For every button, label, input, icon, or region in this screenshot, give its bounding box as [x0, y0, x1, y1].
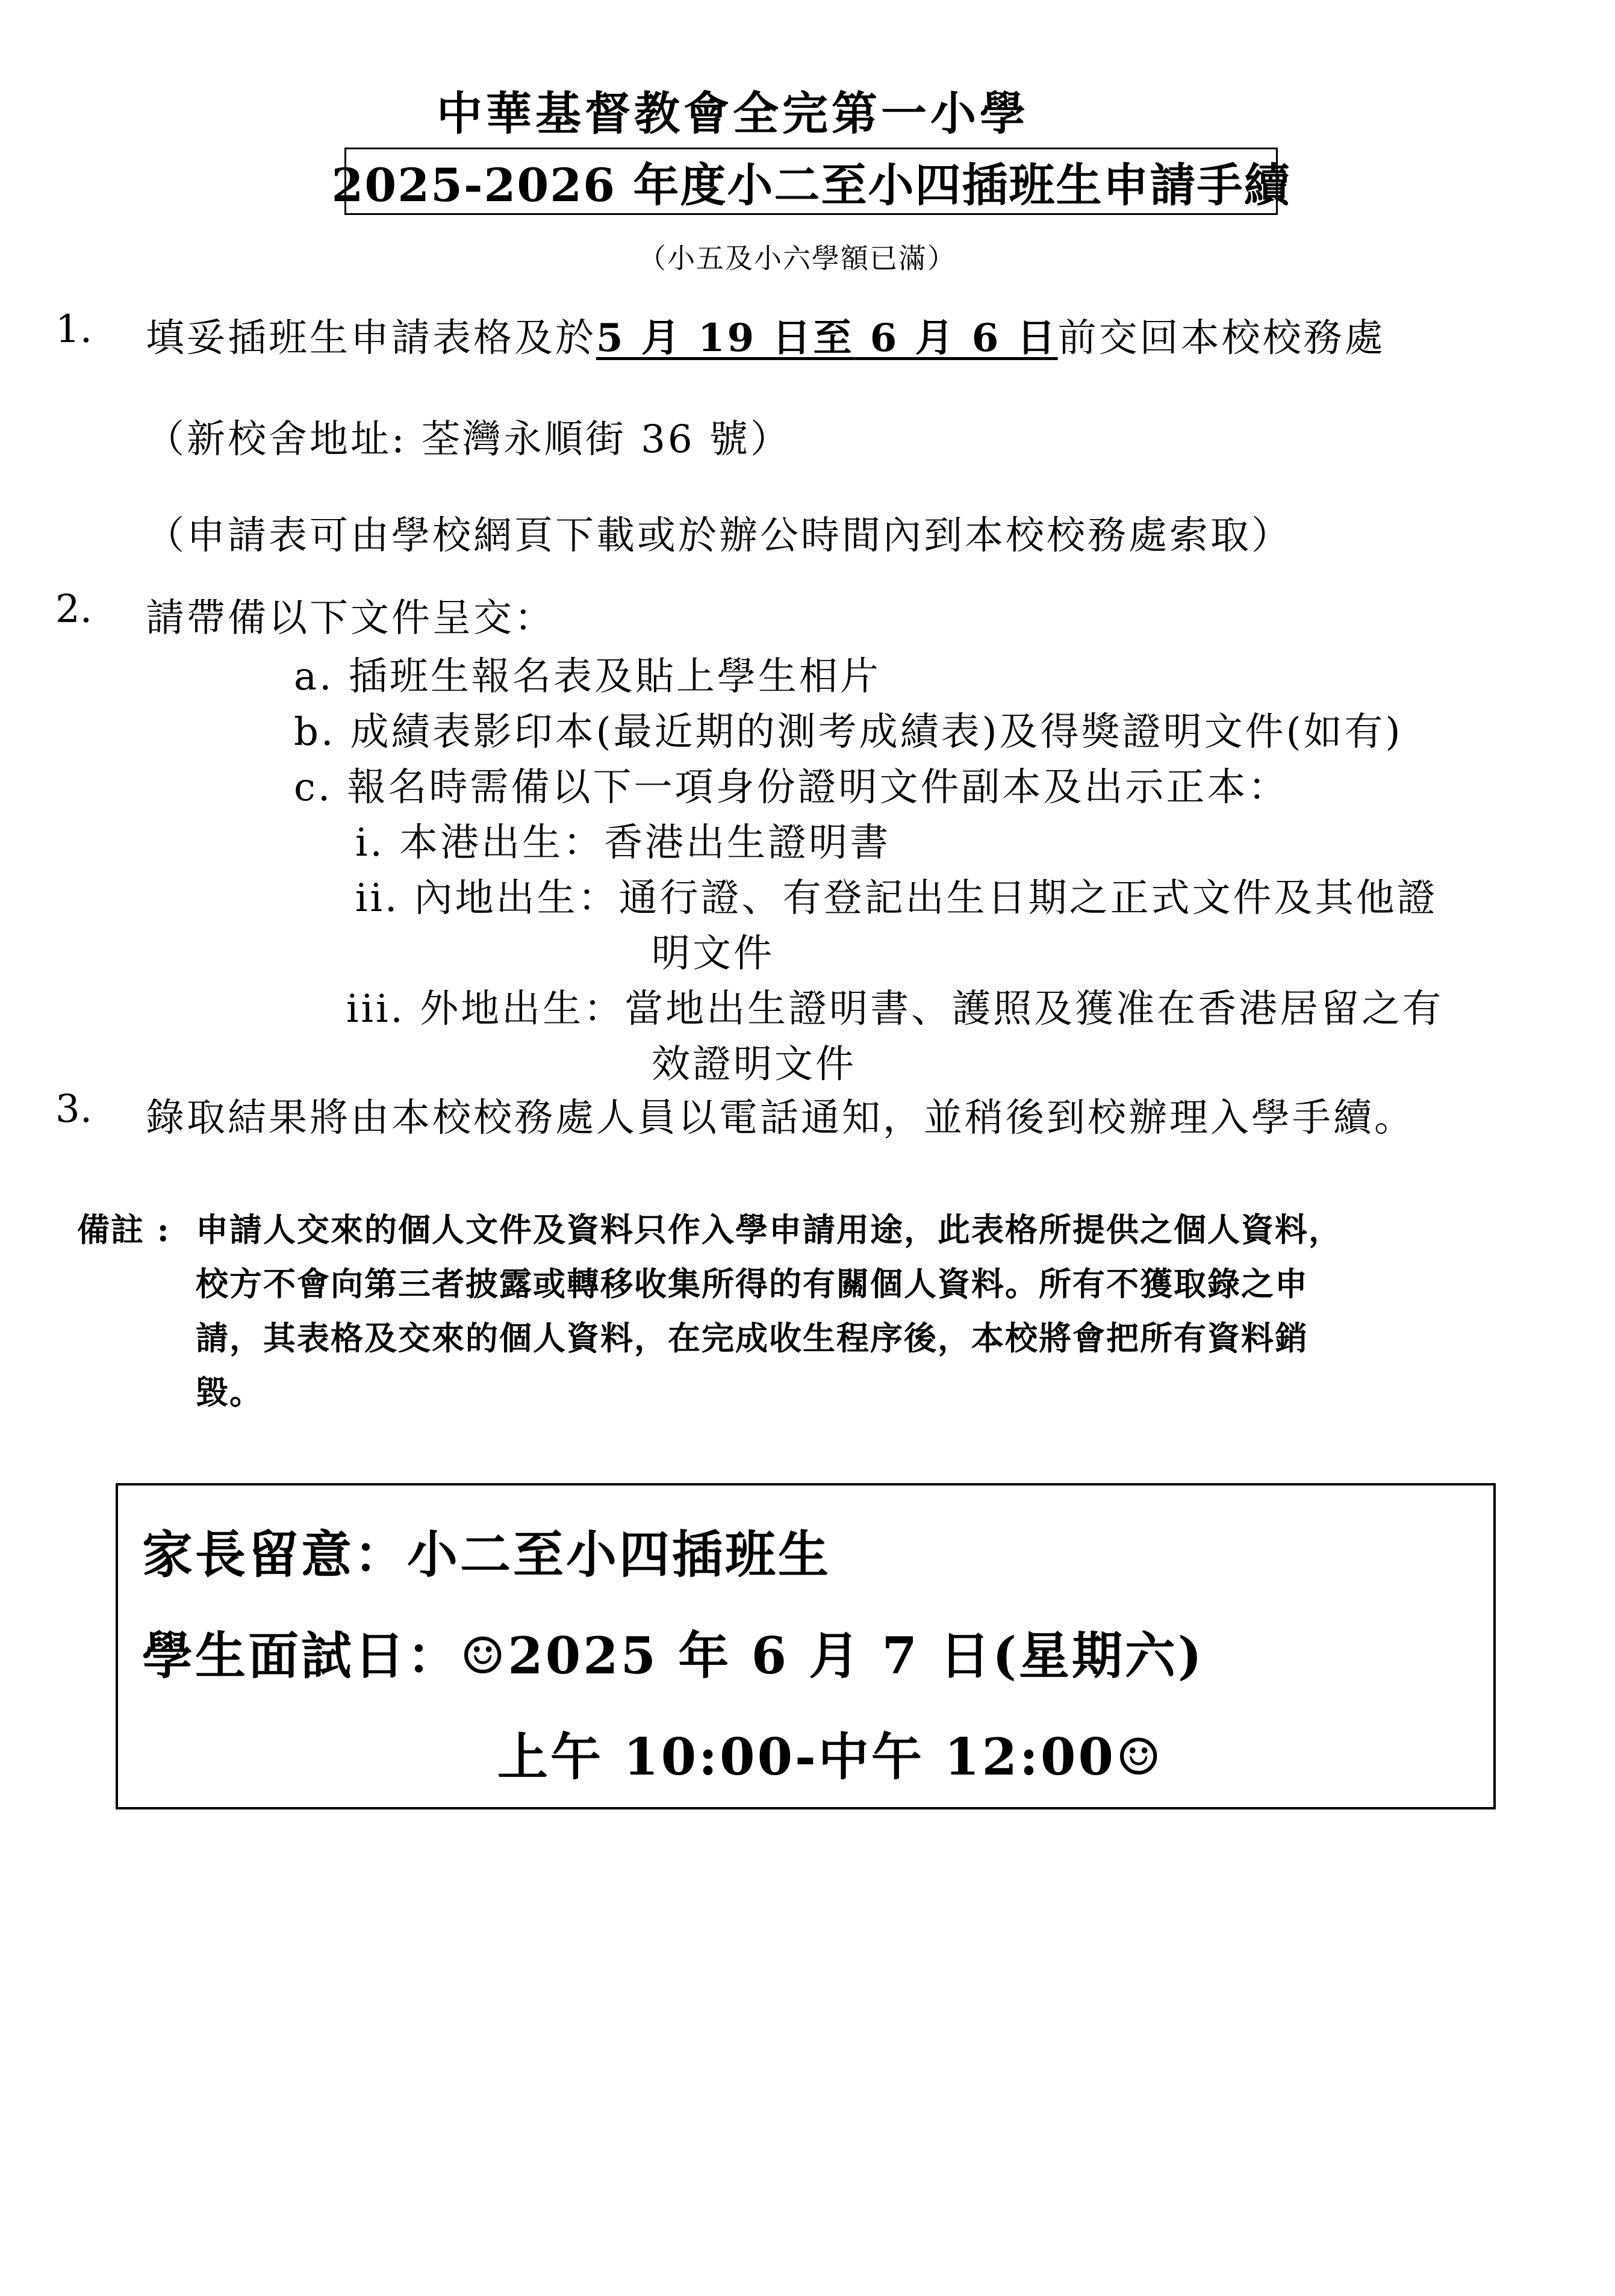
school-name: 中華基督教會全完第一小學	[437, 87, 1029, 140]
interview-time: 上午 10:00-中午 12:00☺	[497, 1727, 1164, 1787]
id-option-iii: iii. 外地出生：當地出生證明書、護照及獲准在香港居留之有	[346, 987, 1444, 1031]
step-1-number: 1.	[55, 307, 93, 352]
quota-full-note: （小五及小六學額已滿）	[638, 242, 956, 275]
document-item-a: a. 插班生報名表及貼上學生相片	[294, 655, 881, 699]
document-title-text: 2025-2026 年度小二至小四插班生申請手續	[331, 158, 1291, 212]
parent-notice-heading: 家長留意：小二至小四插班生	[142, 1525, 832, 1584]
step-3-number: 3.	[55, 1087, 93, 1131]
step-3-text: 錄取結果將由本校校務處人員以電話通知，並稍後到校辦理入學手續。	[146, 1096, 1415, 1140]
id-option-ii-cont: 明文件	[652, 932, 774, 976]
id-option-iii-cont: 效證明文件	[652, 1042, 856, 1087]
application-dates: 5 月 19 日至 6 月 6 日	[596, 316, 1058, 361]
form-source-note: （申請表可由學校網頁下載或於辦公時間內到本校校務處索取）	[146, 514, 1292, 558]
step-2-text: 請帶備以下文件呈交：	[146, 596, 555, 641]
document-title	[331, 148, 1291, 215]
remark-line-4: 毀。	[196, 1373, 263, 1411]
remark-line-2: 校方不會向第三者披露或轉移收集所得的有關個人資料。所有不獲取錄之申	[196, 1265, 1308, 1303]
step-2-number: 2.	[55, 587, 93, 632]
school-address: （新校舍地址: 荃灣永順街 36 號）	[146, 417, 792, 462]
step-1-post: 前交回本校校務處	[1057, 316, 1386, 361]
id-option-i: i. 本港出生：香港出生證明書	[355, 821, 891, 865]
remark-line-3: 請，其表格及交來的個人資料，在完成收生程序後，本校將會把所有資料銷	[196, 1319, 1308, 1357]
remark-line-1: 申請人交來的個人文件及資料只作入學申請用途，此表格所提供之個人資料，	[196, 1210, 1342, 1249]
remark-label: 備註 :	[77, 1210, 170, 1249]
document-item-b: b. 成績表影印本(最近期的測考成績表)及得獎證明文件(如有)	[294, 710, 1403, 754]
id-option-ii: ii. 內地出生：通行證、有登記出生日期之正式文件及其他證	[355, 876, 1438, 921]
interview-date: 學生面試日：☺2025 年 6 月 7 日(星期六)	[142, 1626, 1204, 1685]
step-1-text	[146, 307, 1386, 362]
step-1-pre: 填妥插班生申請表格及於	[146, 316, 596, 361]
document-item-c: c. 報名時需備以下一項身份證明文件副本及出示正本：	[294, 765, 1289, 810]
